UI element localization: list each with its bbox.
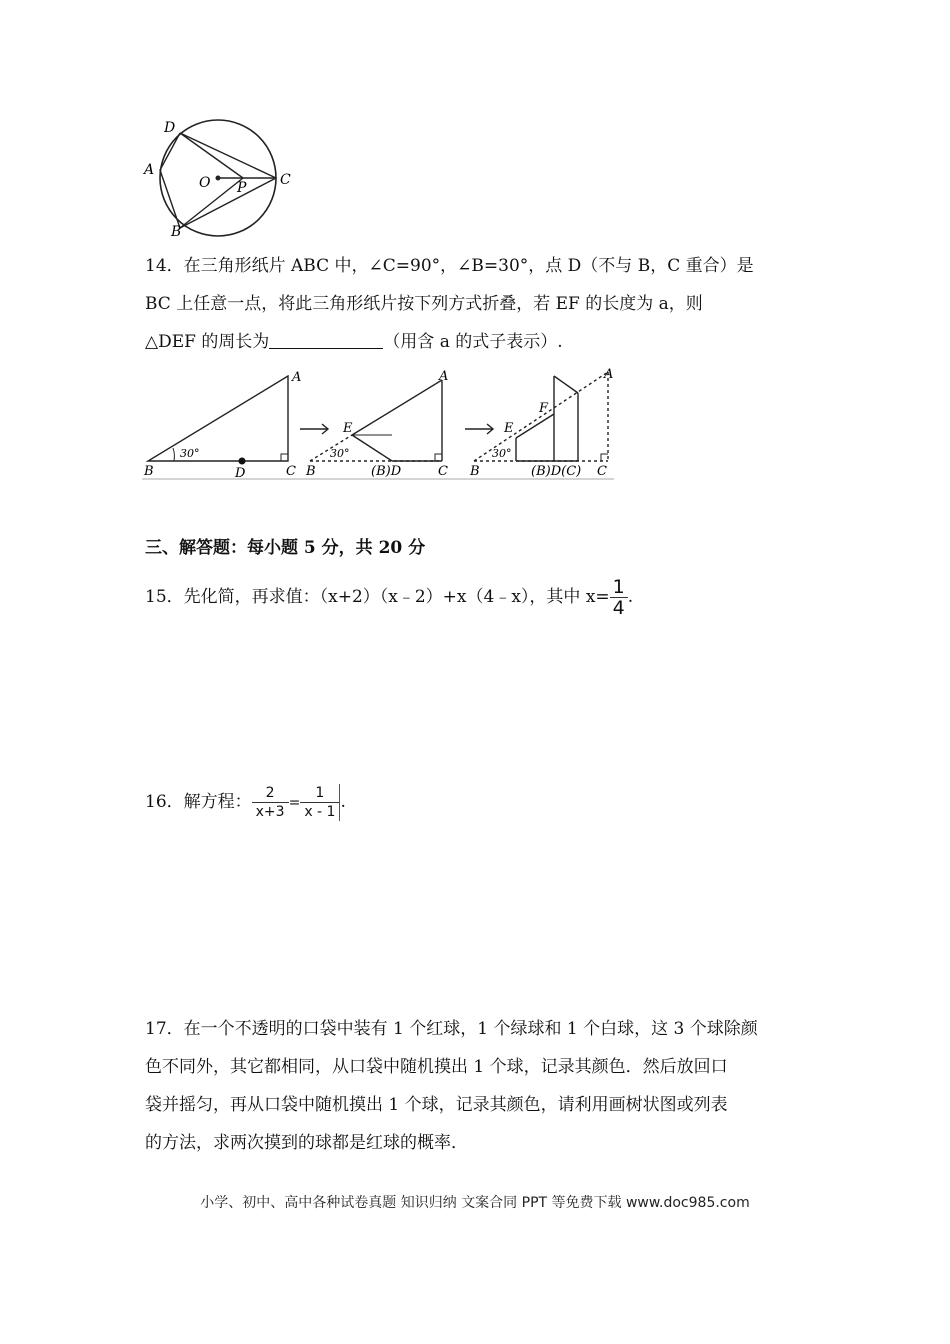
fig2-label-e: E [343, 421, 353, 436]
q14-line2: BC 上任意一点，将此三角形纸片按下列方式折叠，若 EF 的长度为 a，则 [145, 294, 703, 314]
q16-left-den: x+3 [255, 804, 285, 820]
q14-line3-before: △DEF 的周长为 [145, 332, 270, 352]
q15-fraction [610, 577, 628, 618]
fig1-label-a: A [292, 370, 302, 385]
fig2-label-a: A [439, 369, 449, 384]
q16-left-fraction [252, 784, 289, 821]
fig2-label-b: B [306, 464, 316, 479]
fig1-angle-arc [173, 448, 174, 461]
q17-line4: 的方法，求两次摸到的球都是红球的概率． [145, 1133, 468, 1153]
fig1-triangle [148, 376, 288, 461]
fig1-right-angle [281, 454, 288, 461]
q16-right-den: x - 1 [304, 804, 336, 820]
q16-left-num: 2 [252, 784, 289, 803]
fig1-label-d: D [235, 466, 246, 481]
segment-bp [180, 178, 243, 228]
fig1-label-b: B [144, 464, 154, 479]
q16-right-num: 1 [300, 784, 339, 803]
section3-heading: 三、解答题：每小题 5 分，共 20 分 [145, 538, 426, 558]
fig1-point-d [239, 458, 246, 465]
footer: 小学、初中、高中各种试卷真题 知识归纳 文案合同 PPT 等免费下载 www.doc985.com [200, 1195, 750, 1211]
segment-dp [180, 133, 243, 178]
q17-line3: 袋并摇匀，再从口袋中随机摸出 1 个球，记录其颜色，请利用画树状图或列表 [145, 1095, 728, 1115]
answer-blank [269, 330, 383, 349]
fig2-label-c: C [438, 464, 448, 479]
label-d: D [164, 120, 176, 136]
fig1-angle-label: 30° [180, 447, 200, 460]
segment-bc [180, 178, 276, 228]
point-o [216, 176, 221, 181]
fig2-right-angle [435, 454, 442, 461]
q17-line2: 色不同外，其它都相同，从口袋中随机摸出 1 个球，记录其颜色．然后放回口 [145, 1057, 728, 1077]
fig3-label-bdc: (B)D(C) [531, 464, 582, 479]
folding-figure [142, 366, 614, 482]
q14-line1: 14．在三角形纸片 ABC 中，∠C=90°，∠B=30°，点 D（不与 B，C 重合）是 [145, 256, 754, 276]
fig1-label-c: C [286, 464, 296, 479]
q16 [145, 782, 346, 823]
q15-frac-num: 1 [610, 577, 628, 598]
fig3-label-a: A [604, 367, 614, 382]
fig2-hypotenuse [352, 380, 442, 435]
q16-right-fraction [300, 784, 340, 821]
fig3-label-f: F [539, 401, 549, 416]
q16-equals: = [288, 795, 301, 811]
label-a: A [144, 162, 155, 178]
fig3-ef [516, 414, 554, 438]
q14-line3 [145, 330, 563, 354]
fig2-angle-label: 30° [330, 447, 350, 460]
fig3-top-edge [554, 376, 578, 393]
label-c: C [280, 172, 291, 188]
fig3-label-c: C [597, 464, 607, 479]
fig3-right-angle [601, 454, 608, 461]
label-b: B [171, 224, 182, 240]
q15-text: 15．先化简，再求值：（x+2）（x﹣2）+x（4﹣x），其中 x= [145, 587, 610, 607]
label-p: P [237, 180, 247, 196]
label-o: O [199, 175, 211, 191]
fig2-fold-line [352, 435, 392, 461]
q14-line3-after: （用含 a 的式子表示）. [383, 332, 563, 352]
q17-line1: 17．在一个不透明的口袋中装有 1 个红球，1 个绿球和 1 个白球，这 3 个球除颜 [145, 1019, 758, 1039]
q15 [145, 577, 633, 618]
fig2-label-bd: (B)D [371, 464, 402, 479]
q15-frac-den: 4 [612, 597, 625, 619]
fig3-label-e: E [504, 421, 514, 436]
q16-text: 16．解方程： [145, 792, 252, 812]
polygon-left-edges [160, 133, 180, 228]
circle-figure [140, 115, 300, 240]
q16-end: . [340, 792, 346, 812]
fig3-label-b: B [470, 464, 480, 479]
q15-end: . [627, 587, 634, 607]
fig3-angle-label: 30° [492, 447, 512, 460]
